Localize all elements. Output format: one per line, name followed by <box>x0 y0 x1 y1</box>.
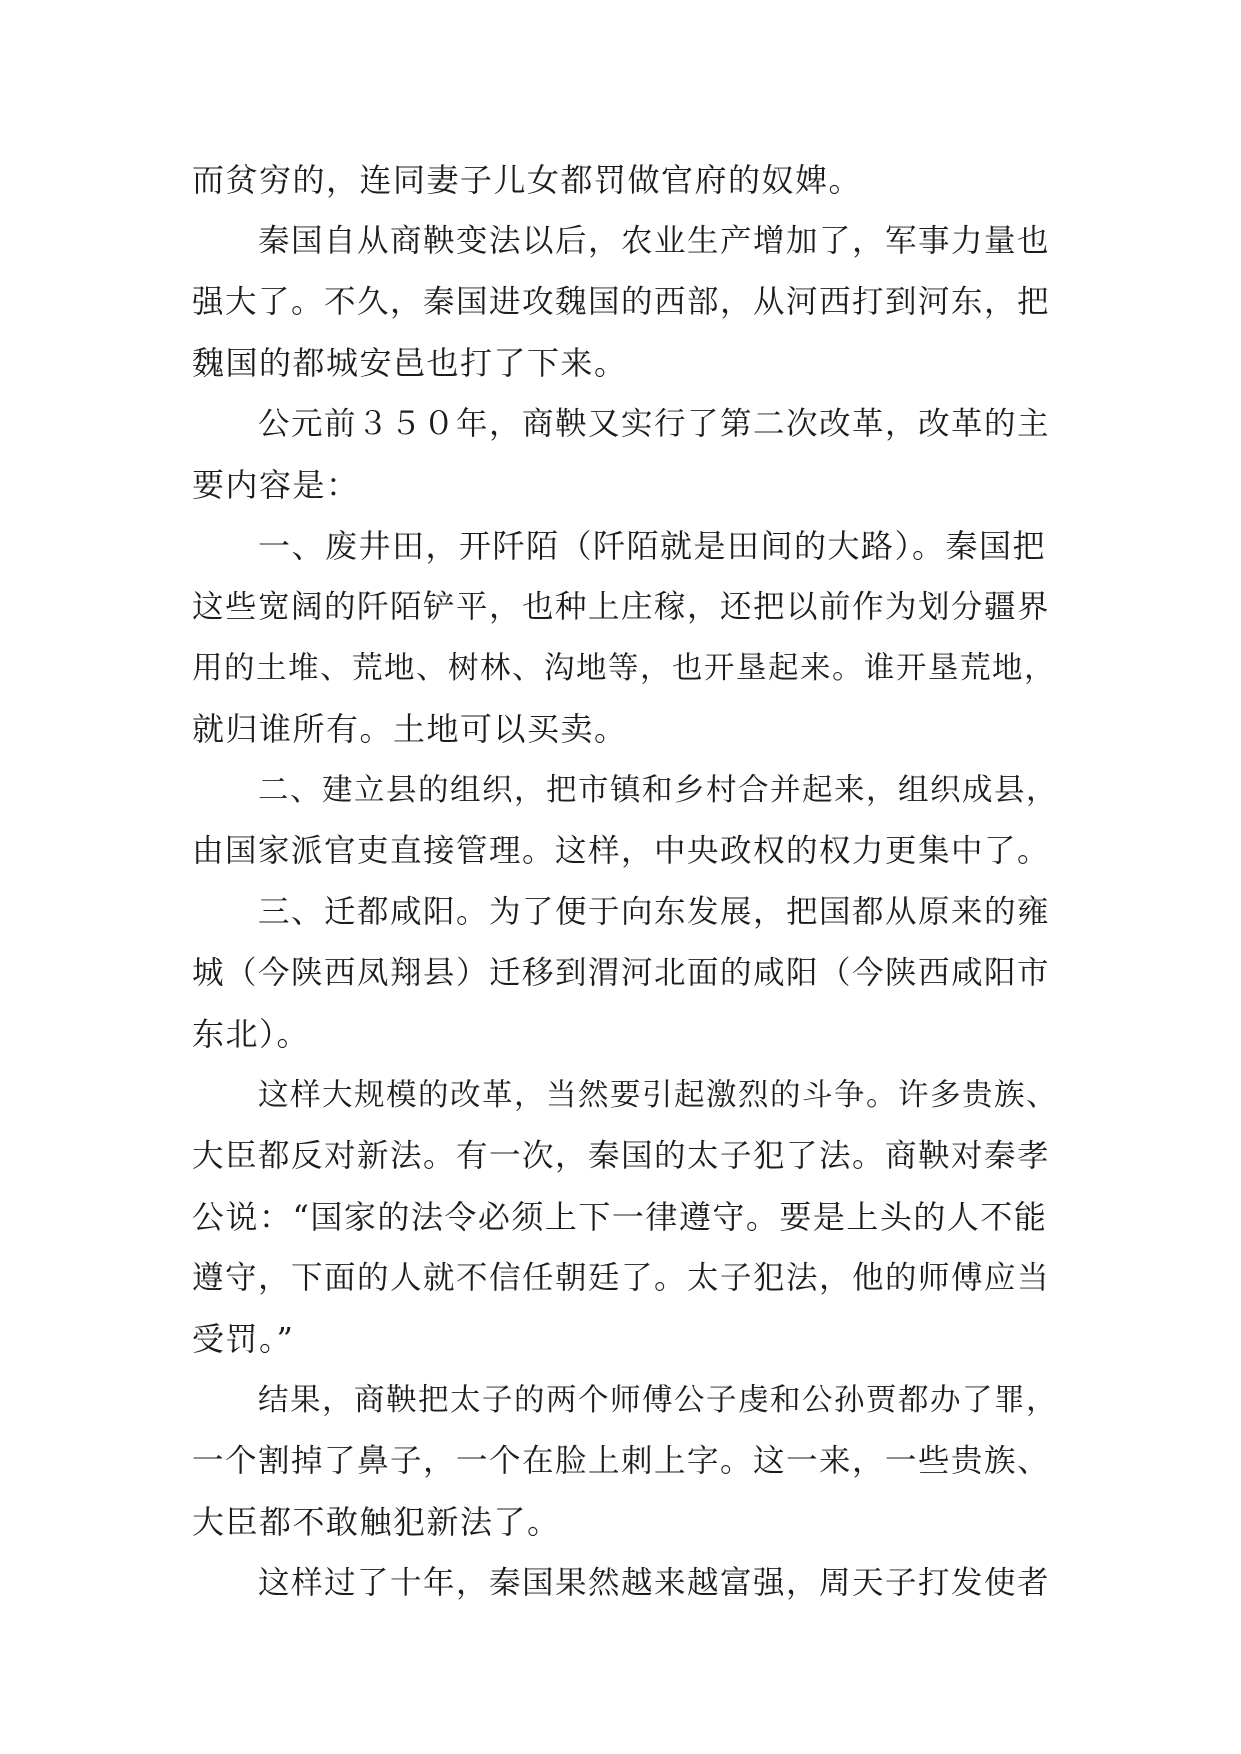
text-line: 公说：“国家的法令必须上下一律遵守。要是上头的人不能 <box>192 1198 1048 1236</box>
text-line: 三、迁都咸阳。为了便于向东发展，把国都从原来的雍 <box>258 894 1051 930</box>
text-line: 一、废井田，开阡陌（阡陌就是田间的大路）。秦国把 <box>258 527 1047 565</box>
text-line: 遵守，下面的人就不信任朝廷了。太子犯法，他的师傅应当 <box>192 1260 1051 1296</box>
text-line: 就归谁所有。土地可以买卖。 <box>192 710 628 748</box>
text-line: 结果，商鞅把太子的两个师傅公子虔和公孙贾都办了罪， <box>258 1383 1058 1418</box>
text-line: 魏国的都城安邑也打了下来。 <box>192 344 628 382</box>
text-line: 这样过了十年，秦国果然越来越富强，周天子打发使者 <box>258 1565 1051 1601</box>
text-line: 这样大规模的改革，当然要引起激烈的斗争。许多贵族、 <box>258 1078 1058 1113</box>
text-line: 东北）。 <box>192 1015 311 1053</box>
text-line: 用的土堆、荒地、树林、沟地等，也开垦起来。谁开垦荒地， <box>192 651 1056 686</box>
text-line: 强大了。不久，秦国进攻魏国的西部，从河西打到河东，把 <box>192 284 1051 320</box>
text-line: 要内容是： <box>192 466 360 504</box>
text-line: 由国家派官吏直接管理。这样，中央政权的权力更集中了。 <box>192 833 1051 869</box>
text-line: 秦国自从商鞅变法以后，农业生产增加了，军事力量也 <box>258 223 1051 259</box>
text-line: 二、建立县的组织，把市镇和乡村合并起来，组织成县， <box>258 773 1058 808</box>
text-line: 大臣都不敢触犯新法了。 <box>192 1503 561 1541</box>
text-line: 而贫穷的，连同妻子儿女都罚做官府的奴婢。 <box>192 161 863 199</box>
text-line: 公元前３５０年，商鞅又实行了第二次改革，改革的主 <box>258 406 1051 442</box>
text-line: 这些宽阔的阡陌铲平，也种上庄稼，还把以前作为划分疆界 <box>192 589 1051 625</box>
text-line: 受罚。” <box>192 1320 295 1358</box>
text-line: 城（今陕西凤翔县）迁移到渭河北面的咸阳（今陕西咸阳市 <box>192 955 1051 991</box>
text-line: 一个割掉了鼻子，一个在脸上刺上字。这一来，一些贵族、 <box>192 1443 1051 1479</box>
text-line: 大臣都反对新法。有一次，秦国的太子犯了法。商鞅对秦孝 <box>192 1138 1051 1174</box>
body-text <box>192 150 1058 1614</box>
